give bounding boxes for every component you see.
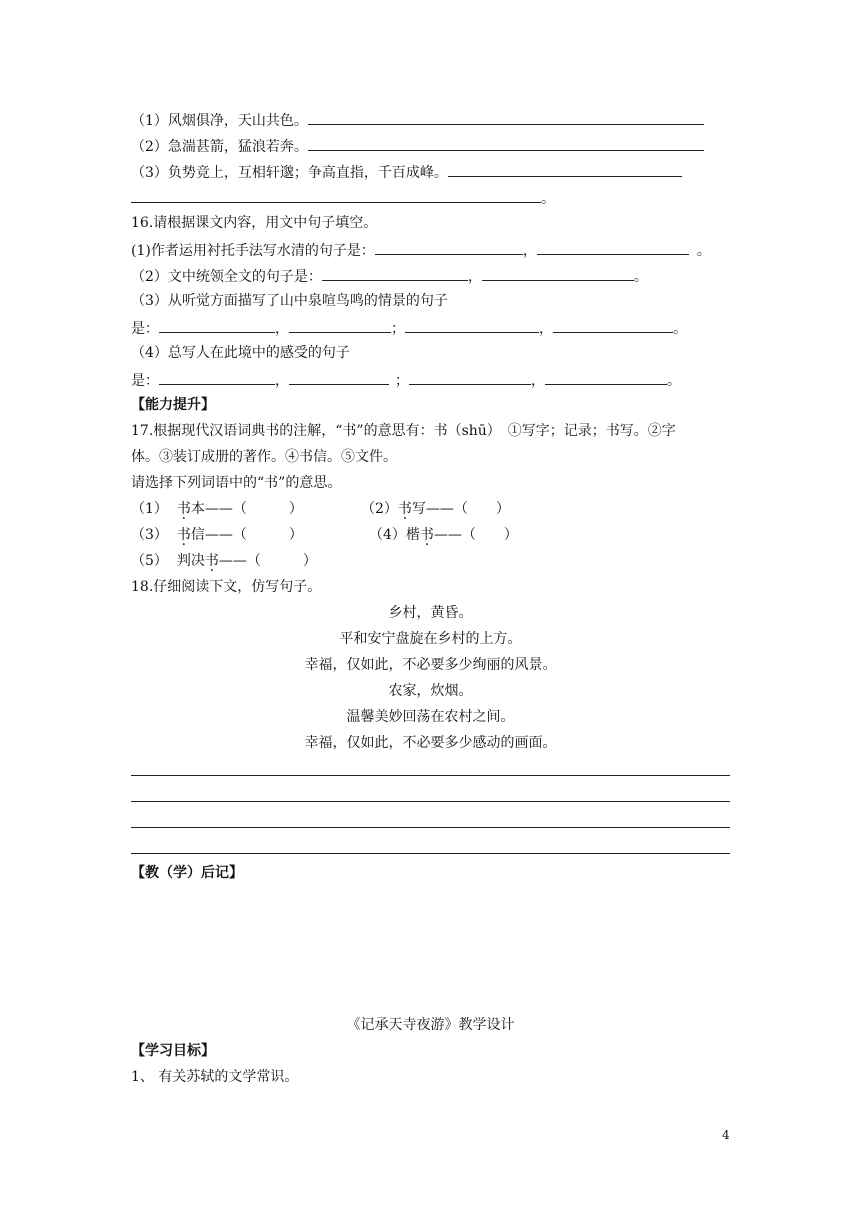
- answer-blank[interactable]: [553, 318, 673, 333]
- q16-sub-1-text: (1)作者运用衬托手法写水清的句子是：: [131, 243, 375, 259]
- poem-line: 幸福，仅如此，不必要多少感动的画面。: [304, 735, 557, 751]
- poem-line: 温馨美妙回荡在农村之间。: [346, 709, 515, 725]
- q17-option-3: [131, 526, 303, 544]
- q17-line-1: 17.根据现代汉语词典书的注解，“书”的意思有：书（shū） ①写字；记录；书写。②字: [131, 423, 676, 439]
- answer-blank[interactable]: [131, 188, 541, 203]
- comma: ，: [522, 243, 537, 259]
- shi-label: 是：: [131, 321, 159, 337]
- q15-item-1: [131, 110, 704, 130]
- poem-line: 乡村，黄昏。: [388, 605, 473, 621]
- option-text: 楷: [405, 527, 420, 543]
- option-text: 判决: [176, 553, 205, 569]
- answer-blank[interactable]: [159, 370, 275, 385]
- option-text: ——（ ）: [218, 553, 317, 569]
- q16-sub-2: [131, 266, 648, 286]
- period: 。: [633, 269, 648, 285]
- period: 。: [696, 243, 711, 259]
- dotted-char: 书: [176, 501, 191, 517]
- option-number: （4）: [369, 527, 406, 543]
- q15-item-3-cont: [131, 188, 555, 208]
- q16-sub-4: （4）总写人在此境中的感受的句子: [131, 345, 350, 361]
- q15-item-2: [131, 136, 704, 156]
- q16-sub-3: （3）从听觉方面描写了山中泉喧鸟鸣的情景的句子: [131, 293, 448, 309]
- answer-blank[interactable]: [537, 240, 689, 255]
- writing-line[interactable]: [131, 801, 730, 802]
- dotted-char: 书: [397, 501, 412, 517]
- option-text: ——（ ）: [433, 527, 518, 543]
- q16-title: 16.请根据课文内容，用文中句子填空。: [131, 215, 378, 231]
- q17-line-2: 体。③装订成册的著作。④书信。⑤文件。: [131, 449, 397, 465]
- option-number: （1）: [131, 501, 168, 517]
- q17-option-4: [369, 526, 518, 544]
- answer-blank[interactable]: [482, 266, 634, 281]
- answer-blank[interactable]: [308, 110, 704, 125]
- q17-option-2: [361, 500, 510, 518]
- dotted-char: 书: [176, 527, 191, 543]
- poem-line: 农家，炊烟。: [388, 683, 473, 699]
- comma: ，: [275, 321, 289, 337]
- answer-blank[interactable]: [289, 318, 391, 333]
- option-number: （5）: [131, 553, 168, 569]
- poem-line: 平和安宁盘旋在乡村的上方。: [339, 631, 522, 647]
- option-number: （2）: [361, 501, 398, 517]
- answer-blank[interactable]: [545, 370, 667, 385]
- answer-blank[interactable]: [322, 266, 468, 281]
- answer-blank[interactable]: [405, 318, 539, 333]
- section-ability-heading: 【能力提升】: [131, 397, 215, 413]
- answer-blank[interactable]: [448, 162, 682, 177]
- comma: ，: [531, 373, 545, 389]
- shi-label: 是：: [131, 373, 159, 389]
- q17-option-5: [131, 552, 317, 570]
- comma: ，: [275, 373, 289, 389]
- writing-line[interactable]: [131, 775, 730, 776]
- answer-blank[interactable]: [409, 370, 531, 385]
- next-lesson-title: 《记承天寺夜游》教学设计: [346, 1017, 515, 1033]
- q16-sub-1: [131, 240, 711, 260]
- q18-title: 18.仔细阅读下文，仿写句子。: [131, 579, 322, 595]
- q15-item-2-text: （2）急湍甚箭，猛浪若奔。: [131, 139, 308, 155]
- option-text: 本——（ ）: [190, 501, 303, 517]
- poem-line: 幸福，仅如此，不必要多少绚丽的风景。: [304, 657, 557, 673]
- section-goals-heading: 【学习目标】: [131, 1043, 215, 1059]
- answer-blank[interactable]: [375, 240, 523, 255]
- q16-sub-2-text: （2）文中统领全文的句子是：: [131, 269, 322, 285]
- page-number: 4: [722, 1128, 730, 1142]
- period: 。: [667, 373, 681, 389]
- goal-item-1: 1、 有关苏轼的文学常识。: [131, 1069, 299, 1085]
- semicolon: ；: [395, 373, 409, 389]
- q16-sub-3-answer: [131, 318, 687, 338]
- dotted-char: 书: [419, 527, 434, 543]
- section-postscript-heading: 【教（学）后记】: [131, 865, 243, 881]
- q15-item-1-text: （1）风烟俱净，天山共色。: [131, 113, 308, 129]
- q15-item-3-text: （3）负势竞上，互相轩邈；争高直指，千百成峰。: [131, 165, 448, 181]
- option-text: 写——（ ）: [411, 501, 510, 517]
- semicolon: ；: [391, 321, 405, 337]
- answer-blank[interactable]: [308, 136, 704, 151]
- option-number: （3）: [131, 527, 168, 543]
- answer-blank[interactable]: [289, 370, 389, 385]
- q15-end-mark: 。: [541, 191, 555, 207]
- writing-line[interactable]: [131, 827, 730, 828]
- dotted-char: 书: [204, 553, 219, 569]
- writing-line[interactable]: [131, 853, 730, 854]
- comma: ，: [539, 321, 553, 337]
- period: 。: [673, 321, 687, 337]
- q16-sub-4-answer: [131, 370, 681, 390]
- comma: ，: [467, 269, 482, 285]
- q15-item-3: [131, 162, 682, 182]
- answer-blank[interactable]: [159, 318, 275, 333]
- q17-line-3: 请选择下列词语中的“书”的意思。: [131, 475, 342, 491]
- option-text: 信——（ ）: [190, 527, 303, 543]
- q17-option-1: [131, 500, 303, 518]
